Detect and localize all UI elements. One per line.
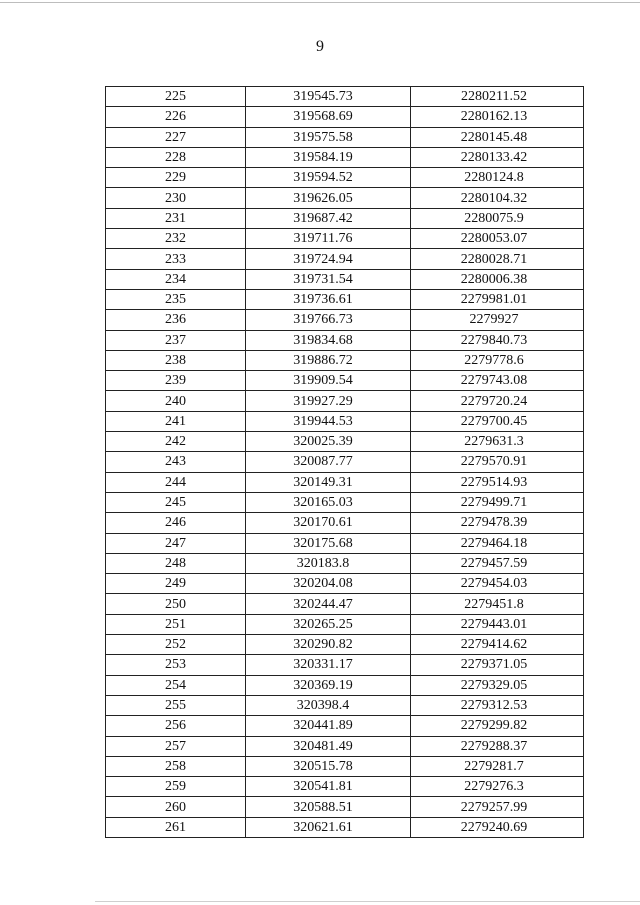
point-number-cell: 234 [106, 269, 246, 289]
x-coordinate-cell: 320087.77 [246, 452, 411, 472]
point-number-cell: 257 [106, 736, 246, 756]
x-coordinate-cell: 320183.8 [246, 553, 411, 573]
table-row [106, 452, 584, 472]
point-number-cell: 237 [106, 330, 246, 350]
x-coordinate-cell: 319731.54 [246, 269, 411, 289]
y-coordinate-cell: 2279299.82 [411, 716, 584, 736]
table-row [106, 675, 584, 695]
x-coordinate-cell: 320369.19 [246, 675, 411, 695]
x-coordinate-cell: 319568.69 [246, 107, 411, 127]
y-coordinate-cell: 2280075.9 [411, 208, 584, 228]
table-row [106, 492, 584, 512]
y-coordinate-cell: 2279288.37 [411, 736, 584, 756]
point-number-cell: 247 [106, 533, 246, 553]
point-number-cell: 259 [106, 777, 246, 797]
table-row [106, 716, 584, 736]
y-coordinate-cell: 2279276.3 [411, 777, 584, 797]
table-row [106, 655, 584, 675]
point-number-cell: 255 [106, 695, 246, 715]
point-number-cell: 260 [106, 797, 246, 817]
point-number-cell: 225 [106, 87, 246, 107]
table-row [106, 249, 584, 269]
y-coordinate-cell: 2280162.13 [411, 107, 584, 127]
x-coordinate-cell: 319944.53 [246, 411, 411, 431]
point-number-cell: 230 [106, 188, 246, 208]
point-number-cell: 240 [106, 391, 246, 411]
table-row [106, 635, 584, 655]
y-coordinate-cell: 2279514.93 [411, 472, 584, 492]
point-number-cell: 244 [106, 472, 246, 492]
x-coordinate-cell: 319886.72 [246, 350, 411, 370]
point-number-cell: 253 [106, 655, 246, 675]
table-row [106, 756, 584, 776]
x-coordinate-cell: 319766.73 [246, 310, 411, 330]
x-coordinate-cell: 320621.61 [246, 817, 411, 837]
x-coordinate-cell: 319594.52 [246, 168, 411, 188]
point-number-cell: 261 [106, 817, 246, 837]
y-coordinate-cell: 2279257.99 [411, 797, 584, 817]
table-row [106, 594, 584, 614]
table-row [106, 229, 584, 249]
table-row [106, 614, 584, 634]
table-row [106, 330, 584, 350]
y-coordinate-cell: 2280211.52 [411, 87, 584, 107]
point-number-cell: 246 [106, 513, 246, 533]
x-coordinate-cell: 319575.58 [246, 127, 411, 147]
table-row [106, 310, 584, 330]
y-coordinate-cell: 2279312.53 [411, 695, 584, 715]
y-coordinate-cell: 2279631.3 [411, 432, 584, 452]
x-coordinate-cell: 320441.89 [246, 716, 411, 736]
y-coordinate-cell: 2279720.24 [411, 391, 584, 411]
point-number-cell: 236 [106, 310, 246, 330]
y-coordinate-cell: 2280006.38 [411, 269, 584, 289]
y-coordinate-cell: 2279281.7 [411, 756, 584, 776]
point-number-cell: 233 [106, 249, 246, 269]
x-coordinate-cell: 319736.61 [246, 289, 411, 309]
table-row [106, 736, 584, 756]
point-number-cell: 248 [106, 553, 246, 573]
point-number-cell: 238 [106, 350, 246, 370]
coordinates-table-body [106, 87, 584, 838]
y-coordinate-cell: 2279457.59 [411, 553, 584, 573]
table-row [106, 553, 584, 573]
x-coordinate-cell: 319909.54 [246, 371, 411, 391]
y-coordinate-cell: 2279700.45 [411, 411, 584, 431]
point-number-cell: 228 [106, 147, 246, 167]
x-coordinate-cell: 320331.17 [246, 655, 411, 675]
y-coordinate-cell: 2279443.01 [411, 614, 584, 634]
x-coordinate-cell: 320290.82 [246, 635, 411, 655]
table-row [106, 127, 584, 147]
x-coordinate-cell: 320175.68 [246, 533, 411, 553]
x-coordinate-cell: 319711.76 [246, 229, 411, 249]
x-coordinate-cell: 319724.94 [246, 249, 411, 269]
table-row [106, 87, 584, 107]
y-coordinate-cell: 2279478.39 [411, 513, 584, 533]
x-coordinate-cell: 320398.4 [246, 695, 411, 715]
x-coordinate-cell: 320541.81 [246, 777, 411, 797]
y-coordinate-cell: 2280028.71 [411, 249, 584, 269]
x-coordinate-cell: 320149.31 [246, 472, 411, 492]
x-coordinate-cell: 320515.78 [246, 756, 411, 776]
point-number-cell: 239 [106, 371, 246, 391]
table-row [106, 533, 584, 553]
x-coordinate-cell: 319584.19 [246, 147, 411, 167]
y-coordinate-cell: 2279778.6 [411, 350, 584, 370]
point-number-cell: 249 [106, 574, 246, 594]
top-page-rule [0, 2, 640, 3]
x-coordinate-cell: 320170.61 [246, 513, 411, 533]
x-coordinate-cell: 319687.42 [246, 208, 411, 228]
y-coordinate-cell: 2279371.05 [411, 655, 584, 675]
table-row [106, 432, 584, 452]
x-coordinate-cell: 320204.08 [246, 574, 411, 594]
table-row [106, 472, 584, 492]
page-number: 9 [316, 38, 324, 55]
point-number-cell: 227 [106, 127, 246, 147]
y-coordinate-cell: 2279240.69 [411, 817, 584, 837]
point-number-cell: 254 [106, 675, 246, 695]
x-coordinate-cell: 319626.05 [246, 188, 411, 208]
y-coordinate-cell: 2279743.08 [411, 371, 584, 391]
y-coordinate-cell: 2280145.48 [411, 127, 584, 147]
y-coordinate-cell: 2279454.03 [411, 574, 584, 594]
point-number-cell: 242 [106, 432, 246, 452]
point-number-cell: 232 [106, 229, 246, 249]
y-coordinate-cell: 2279927 [411, 310, 584, 330]
point-number-cell: 229 [106, 168, 246, 188]
y-coordinate-cell: 2280124.8 [411, 168, 584, 188]
x-coordinate-cell: 320481.49 [246, 736, 411, 756]
point-number-cell: 235 [106, 289, 246, 309]
table-row [106, 188, 584, 208]
x-coordinate-cell: 319545.73 [246, 87, 411, 107]
point-number-cell: 243 [106, 452, 246, 472]
table-row [106, 411, 584, 431]
table-row [106, 208, 584, 228]
y-coordinate-cell: 2279840.73 [411, 330, 584, 350]
point-number-cell: 226 [106, 107, 246, 127]
y-coordinate-cell: 2279570.91 [411, 452, 584, 472]
table-row [106, 817, 584, 837]
y-coordinate-cell: 2279464.18 [411, 533, 584, 553]
point-number-cell: 241 [106, 411, 246, 431]
table-row [106, 289, 584, 309]
point-number-cell: 245 [106, 492, 246, 512]
table-row [106, 371, 584, 391]
point-number-cell: 251 [106, 614, 246, 634]
point-number-cell: 250 [106, 594, 246, 614]
bottom-page-rule [95, 901, 640, 902]
y-coordinate-cell: 2279981.01 [411, 289, 584, 309]
y-coordinate-cell: 2280104.32 [411, 188, 584, 208]
y-coordinate-cell: 2279451.8 [411, 594, 584, 614]
x-coordinate-cell: 320244.47 [246, 594, 411, 614]
x-coordinate-cell: 320165.03 [246, 492, 411, 512]
x-coordinate-cell: 320025.39 [246, 432, 411, 452]
table-row [106, 168, 584, 188]
y-coordinate-cell: 2279414.62 [411, 635, 584, 655]
y-coordinate-cell: 2279499.71 [411, 492, 584, 512]
point-number-cell: 258 [106, 756, 246, 776]
point-number-cell: 252 [106, 635, 246, 655]
table-row [106, 574, 584, 594]
y-coordinate-cell: 2279329.05 [411, 675, 584, 695]
x-coordinate-cell: 319927.29 [246, 391, 411, 411]
table-row [106, 147, 584, 167]
x-coordinate-cell: 319834.68 [246, 330, 411, 350]
table-row [106, 350, 584, 370]
point-number-cell: 231 [106, 208, 246, 228]
table-row [106, 513, 584, 533]
table-row [106, 391, 584, 411]
y-coordinate-cell: 2280133.42 [411, 147, 584, 167]
table-row [106, 695, 584, 715]
coordinates-table [105, 86, 584, 838]
table-row [106, 777, 584, 797]
table-row [106, 269, 584, 289]
x-coordinate-cell: 320265.25 [246, 614, 411, 634]
x-coordinate-cell: 320588.51 [246, 797, 411, 817]
y-coordinate-cell: 2280053.07 [411, 229, 584, 249]
point-number-cell: 256 [106, 716, 246, 736]
table-row [106, 797, 584, 817]
table-row [106, 107, 584, 127]
